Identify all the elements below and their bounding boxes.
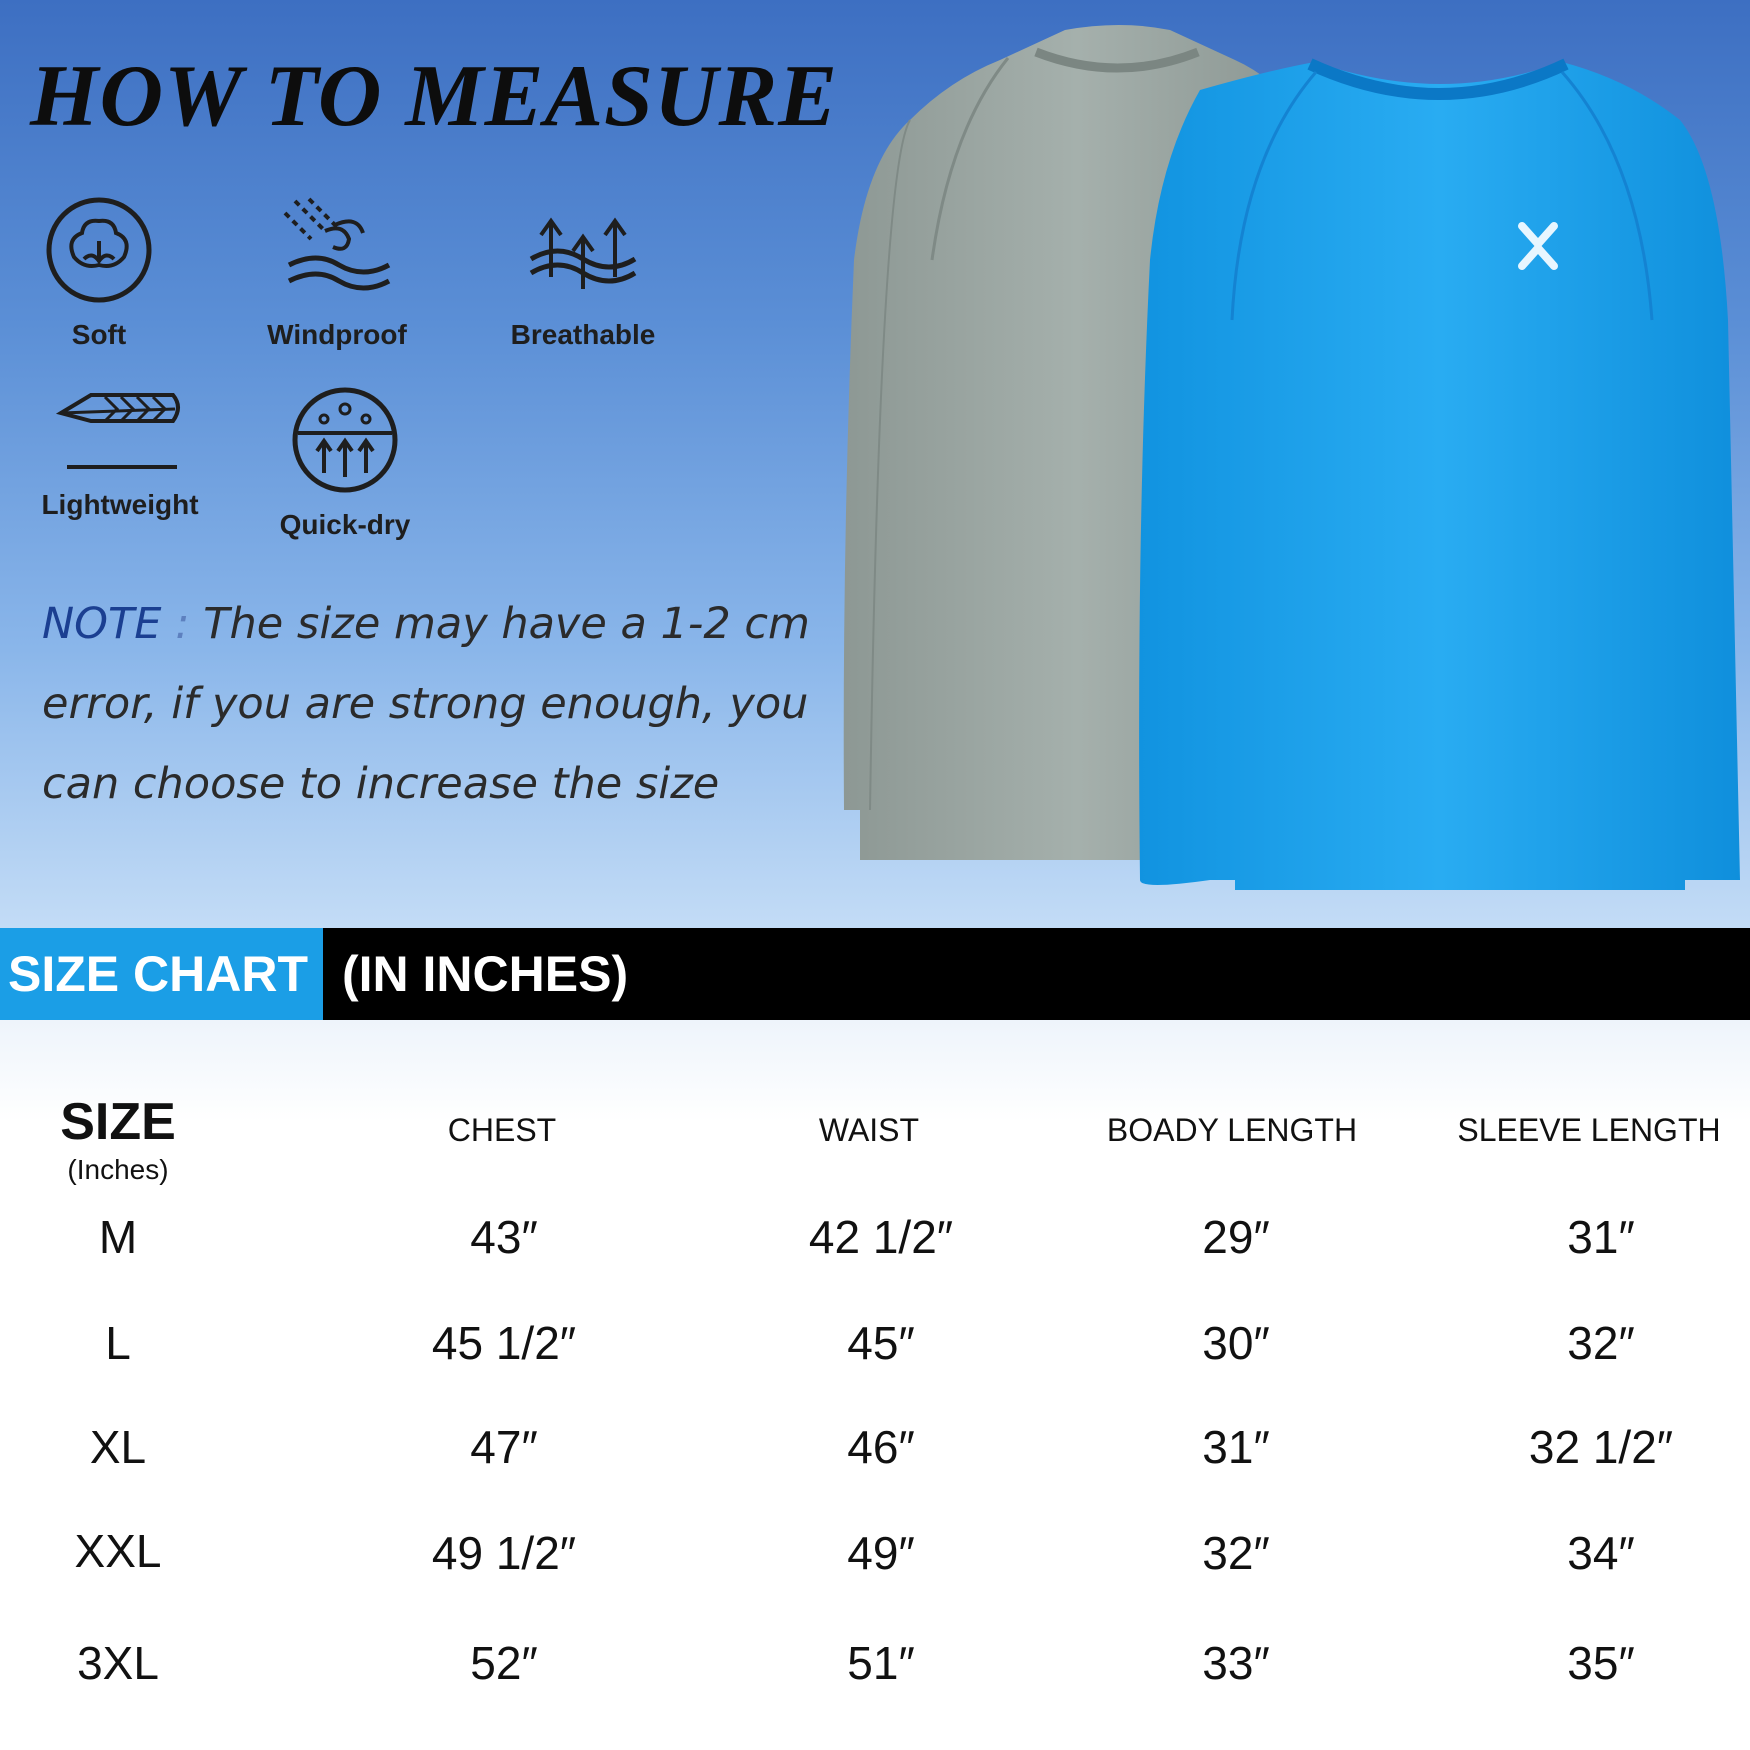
quick-dry-icon [290,385,400,495]
waist-cell: 49″ [847,1527,915,1579]
waist-cell: 42 1/2″ [808,1211,954,1263]
note-label: NOTE [42,599,162,649]
size-cell: XL [89,1421,147,1473]
size-header: SIZE [60,1093,176,1151]
column-header-sleeve-length: SLEEVE LENGTH [1457,1112,1721,1148]
sleeve-length-cell: 35″ [1567,1637,1635,1689]
size-cell: M [98,1211,138,1263]
waist-cell: 45″ [847,1317,915,1369]
blue-shirt [1139,62,1740,890]
feature-label: Soft [71,319,127,350]
body-length-cell: 31″ [1202,1421,1270,1473]
sleeve-length-cell: 32 1/2″ [1528,1421,1674,1473]
feature-windproof [262,195,412,351]
sleeve-length-cell: 32″ [1567,1317,1635,1369]
feature-label: Lightweight [41,489,199,520]
note-separator: : [161,599,204,649]
feature-label: Windproof [267,319,407,350]
waist-cell: 46″ [847,1421,915,1473]
body-length-cell: 30″ [1202,1317,1270,1369]
feature-icon [55,385,185,475]
feature-label: Quick-dry [279,509,411,540]
waist-cell: 51″ [847,1637,915,1689]
body-length-cell: 29″ [1202,1211,1270,1263]
feature-label: Breathable [510,319,656,350]
feature-quick-dry [270,385,420,541]
column-header-chest: CHEST [447,1112,557,1148]
chest-cell: 43″ [470,1211,538,1263]
shirts-illustration [840,20,1750,900]
chest-cell: 45 1/2″ [431,1317,577,1369]
chest-cell: 47″ [470,1421,538,1473]
size-cell: XXL [74,1525,162,1577]
sleeve-length-cell: 31″ [1567,1211,1635,1263]
size-note [42,584,842,824]
feature-breathable [498,195,668,351]
size-chart-label: SIZE CHART [0,928,323,1020]
size-table [0,1020,1750,1750]
feature-soft [34,195,164,351]
size-subheader: (Inches) [67,1154,169,1185]
body-length-cell: 32″ [1202,1527,1270,1579]
wind-icon [277,195,397,305]
size-cell: L [105,1317,131,1369]
size-cell: 3XL [77,1637,159,1689]
chest-cell: 49 1/2″ [431,1527,577,1579]
body-length-cell: 33″ [1202,1637,1270,1689]
page-title: HOW TO MEASURE [30,48,838,145]
size-chart-bar [0,928,1750,1020]
breathable-icon [523,195,643,305]
column-header-body-length: BOADY LENGTH [1106,1112,1358,1148]
note-text: The size may have a 1-2 cm error, if you are strong enough, you can choose to increase the size [42,599,810,809]
feature-lightweight [30,385,210,521]
size-chart-unit: (IN INCHES) [342,946,629,1002]
cotton-icon [44,195,154,305]
chest-cell: 52″ [470,1637,538,1689]
column-header-waist: WAIST [818,1112,920,1148]
sleeve-length-cell: 34″ [1567,1527,1635,1579]
